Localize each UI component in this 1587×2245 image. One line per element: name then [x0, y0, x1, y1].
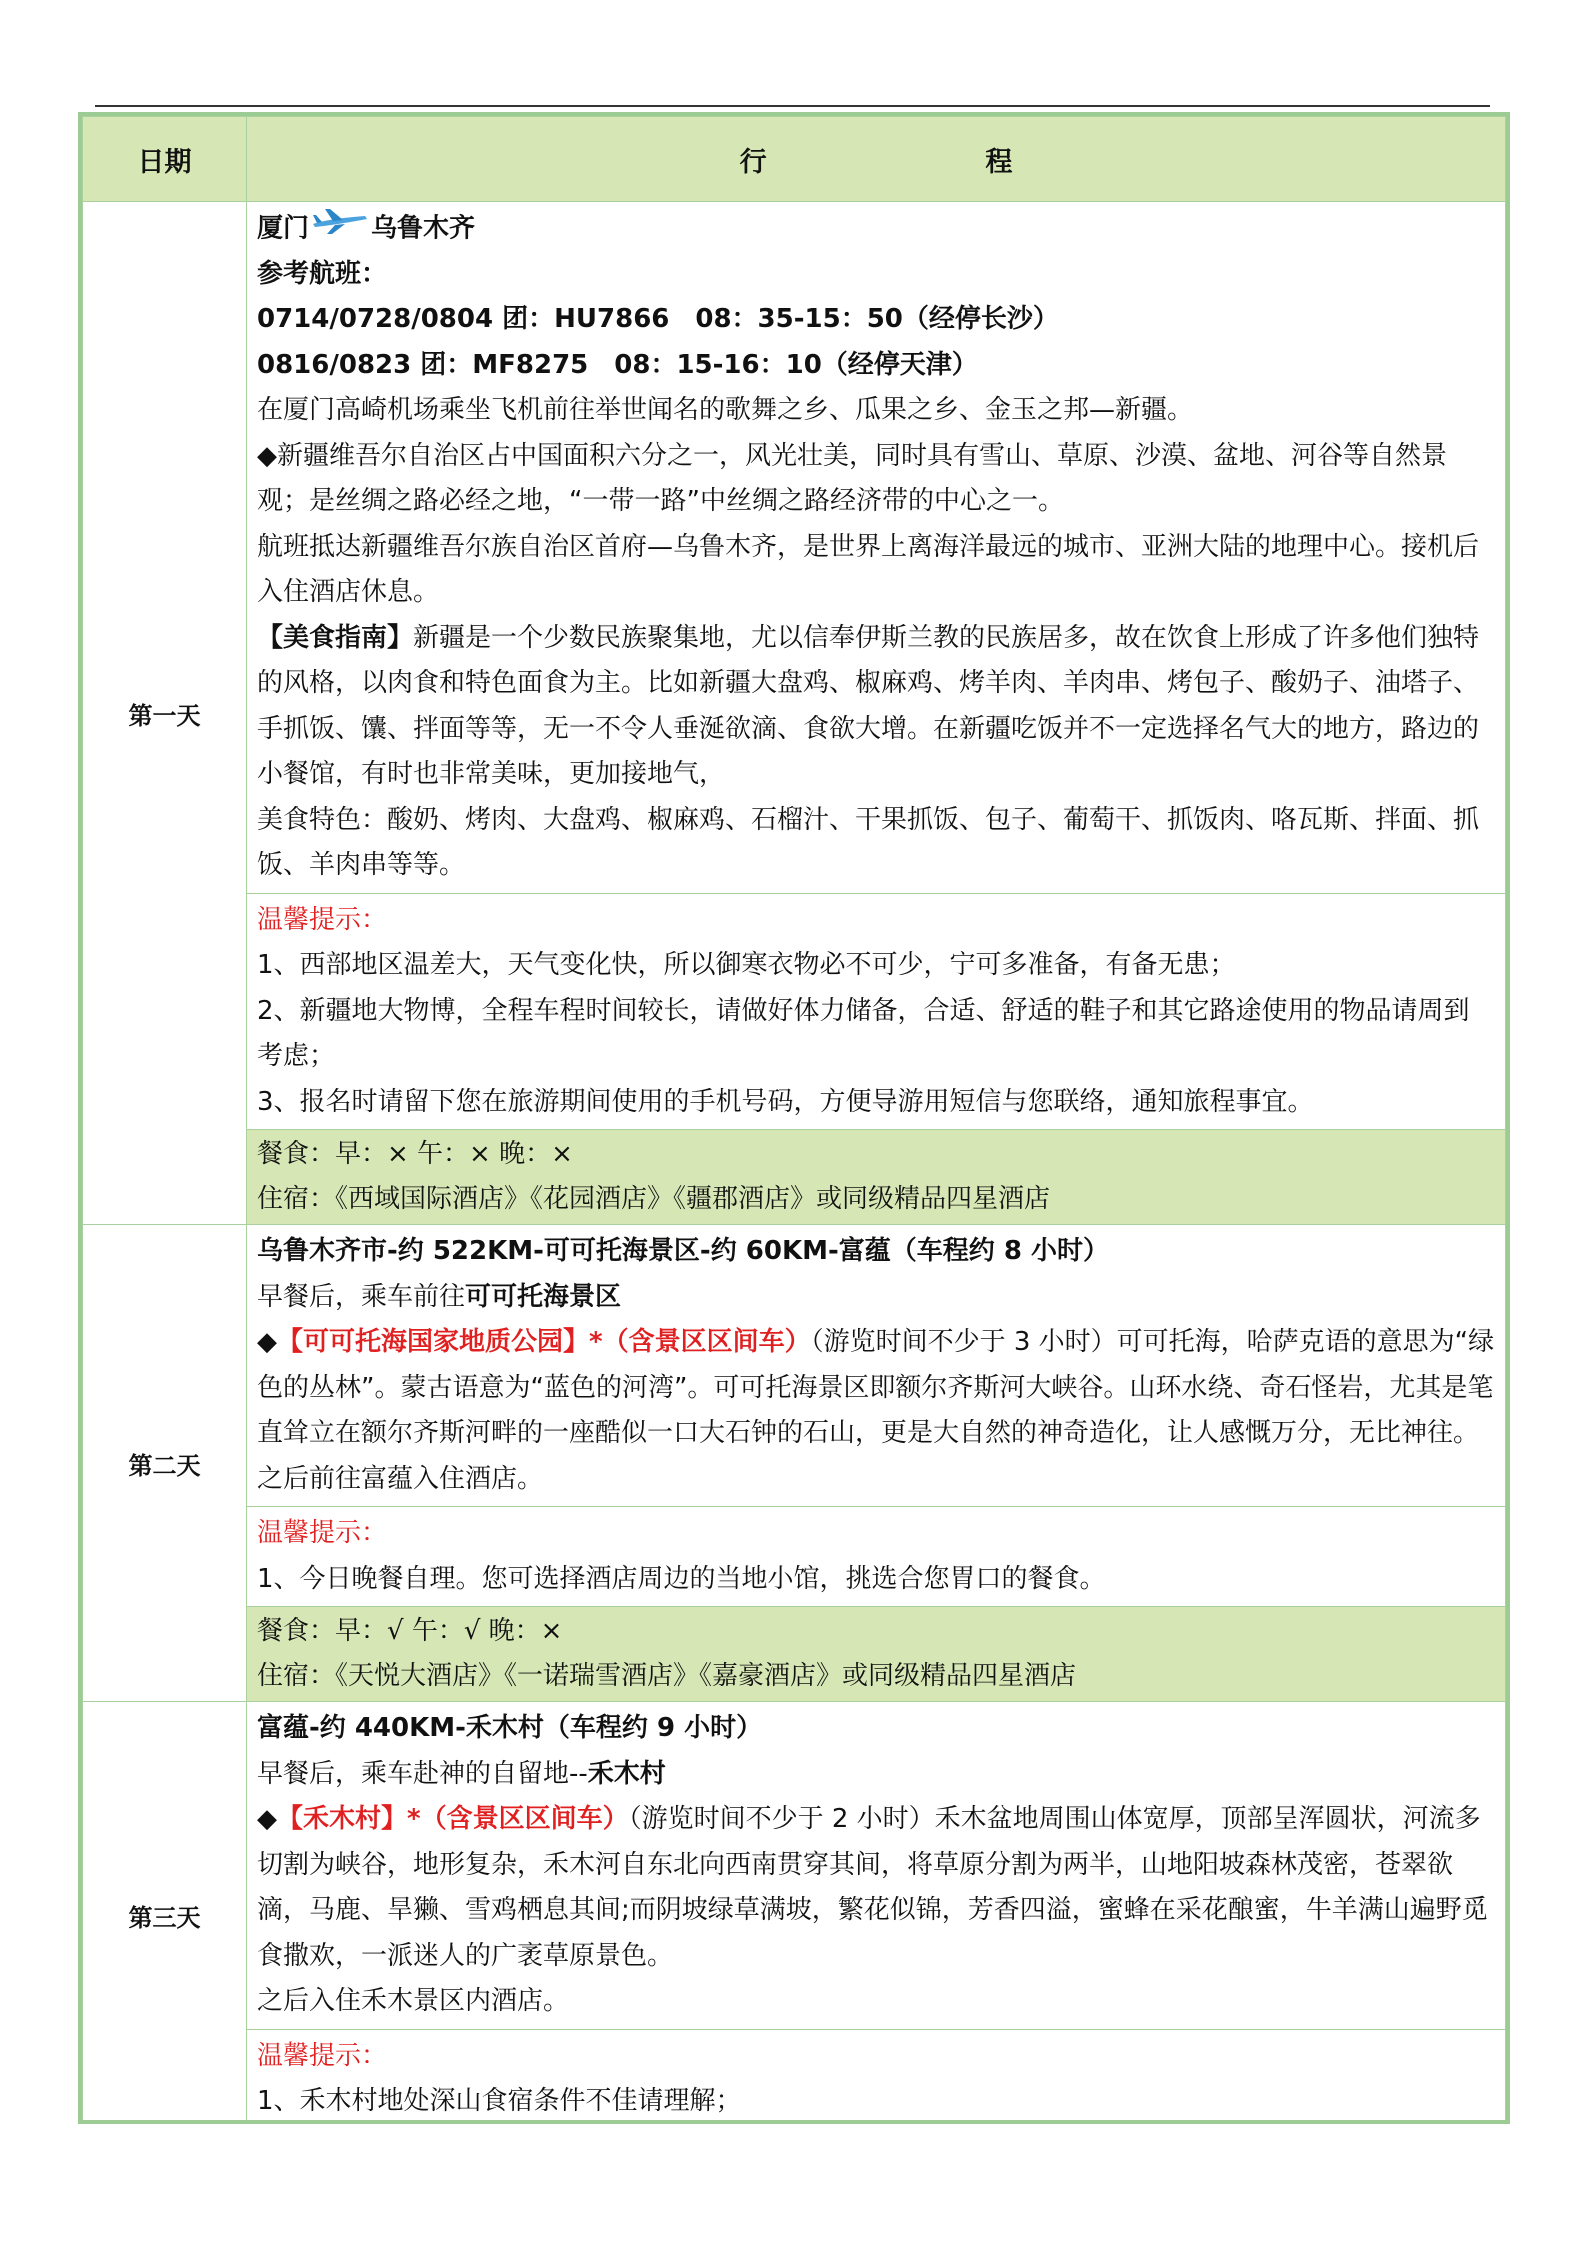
day2-itinerary	[247, 1225, 1506, 1507]
day2-tips-title: 温馨提示：	[257, 1518, 388, 1549]
day3-tips-title: 温馨提示：	[257, 2040, 388, 2071]
header-row	[83, 117, 1506, 202]
day1-tip-3: 3、报名时请留下您在旅游期间使用的手机号码，方便导游用短信与您联络，通知旅程事宜。	[257, 1086, 1314, 1117]
airplane-icon	[311, 206, 369, 252]
date-column-header: 日期	[83, 117, 247, 202]
itinerary-table-frame	[78, 112, 1510, 2124]
day1-route	[257, 206, 1495, 252]
day3-spot-desc	[257, 1797, 1495, 1979]
day1-food-text: 新疆是一个少数民族聚集地，尤以信奉伊斯兰教的民族居多，故在饮食上形成了许多他们独特的风格，以肉食和特色面食为主。比如新疆大盘鸡、椒麻鸡、烤羊肉、羊肉串、烤包子、酸奶子、油塔子、手抓饭、馕、拌面等等，无一不令人垂涎欲滴、食欲大增。在新疆吃饭并不一定选择名气大的地方，路边的小餐馆，有时也非常美味，更加接地气，	[257, 622, 1480, 790]
day1-hotel: 住宿：《西域国际酒店》《花园酒店》《疆郡酒店》或同级精品四星酒店	[257, 1184, 1051, 1215]
day1-food-guide	[257, 616, 1495, 798]
day2-tips	[247, 1507, 1506, 1607]
day2-bullet: ◆	[257, 1327, 277, 1358]
day1-paragraph-3: 航班抵达新疆维吾尔族自治区首府—乌鲁木齐，是世界上离海洋最远的城市、亚洲大陆的地理中心。接机后入住酒店休息。	[257, 531, 1480, 608]
day1-meal-row	[83, 1130, 1506, 1225]
itinerary-header-char-2: 程	[985, 146, 1013, 178]
day3-tip-1: 1、禾木村地处深山食宿条件不佳请理解；	[257, 2086, 742, 2117]
day2-paragraph-1	[257, 1275, 1495, 1321]
day3-label: 第三天	[83, 1702, 247, 2124]
day3-paragraph-2: 之后入住禾木景区内酒店。	[257, 1986, 570, 2017]
day1-route-from: 厦门	[257, 213, 310, 244]
day3-p1-spot: 禾木村	[587, 1758, 666, 1789]
day2-meals: 餐食：早：√ 午：√ 晚：×	[257, 1616, 563, 1647]
itinerary-table	[82, 116, 1506, 2124]
day3-tips	[247, 2029, 1506, 2124]
day1-tips	[247, 893, 1506, 1130]
day1-itinerary	[247, 202, 1506, 894]
day2-label: 第二天	[83, 1225, 247, 1702]
day3-bullet: ◆	[257, 1804, 277, 1835]
day1-tip-2: 2、新疆地大物博，全程车程时间较长，请做好体力储备，合适、舒适的鞋子和其它路途使用的物品请周到考虑；	[257, 995, 1470, 1072]
day1-meals: 餐食：早：× 午：× 晚：×	[257, 1139, 573, 1170]
day3-spot-text: （游览时间不少于 2 小时）禾木盆地周围山体宽厚，顶部呈浑圆状，河流多切割为峡谷，地形复杂，禾木河自东北向西南贯穿其间，将草原分割为两半，山地阳坡森林茂密，苍翠欲滴，马鹿、旱獭、雪鸡栖息其间;而阴坡绿草满坡，繁花似锦，芳香四溢，蜜蜂在采花酿蜜，牛羊满山遍野觅食撒欢，一派迷人的广袤草原景色。	[257, 1804, 1488, 1971]
day2-tips-row	[83, 1507, 1506, 1607]
day1-flight-2: 0816/0823 团：MF8275 08：15-16：10（经停天津）	[257, 349, 978, 380]
day2-p1-text: 早餐后，乘车前往	[257, 1281, 466, 1312]
day1-flight-1: 0714/0728/0804 团：HU7866 08：35-15：50（经停长沙）	[257, 304, 1059, 335]
day1-meal-hotel	[247, 1130, 1506, 1225]
day2-p1-spot: 可可托海景区	[465, 1281, 622, 1312]
day3-itinerary	[247, 1702, 1506, 2030]
day2-meal-row	[83, 1607, 1506, 1702]
day3-main-row	[83, 1702, 1506, 2030]
day1-tip-1: 1、西部地区温差大，天气变化快，所以御寒衣物必不可少，宁可多准备，有备无患；	[257, 950, 1236, 981]
day1-food-tag: 【美食指南】	[257, 622, 414, 653]
itinerary-header-char-1: 行	[739, 146, 767, 178]
day3-spot-name: 【禾木村】*（含景区区间车）	[277, 1804, 629, 1835]
day1-tips-row	[83, 893, 1506, 1130]
day2-hotel: 住宿：《天悦大酒店》《一诺瑞雪酒店》《嘉豪酒店》或同级精品四星酒店	[257, 1661, 1077, 1692]
day3-tips-row	[83, 2029, 1506, 2124]
day1-main-row	[83, 202, 1506, 894]
day1-tips-title: 温馨提示：	[257, 904, 388, 935]
day2-route: 乌鲁木齐市-约 522KM-可可托海景区-约 60KM-富蕴（车程约 8 小时）	[257, 1236, 1109, 1267]
day2-spot-text: （游览时间不少于 3 小时）可可托海，哈萨克语的意思为“绿色的丛林”。蒙古语意为“蓝色的河湾”。可可托海景区即额尔齐斯河大峡谷。山环水绕、奇石怪岩，尤其是笔直耸立在额尔齐斯河畔的一座酷似一口大石钟的石山，更是大自然的神奇造化，让人感慨万分，无比神往。	[257, 1327, 1495, 1449]
day2-main-row	[83, 1225, 1506, 1507]
day1-paragraph-2: ◆新疆维吾尔自治区占中国面积六分之一，风光壮美，同时具有雪山、草原、沙漠、盆地、河谷等自然景观；是丝绸之路必经之地，“一带一路”中丝绸之路经济带的中心之一。	[257, 440, 1447, 517]
day1-route-to: 乌鲁木齐	[371, 213, 476, 244]
day3-route: 富蕴-约 440KM-禾木村（车程约 9 小时）	[257, 1713, 763, 1744]
day2-spot-name: 【可可托海国家地质公园】*（含景区区间车）	[277, 1327, 811, 1358]
day2-spot-desc	[257, 1320, 1495, 1457]
day2-meal-hotel	[247, 1607, 1506, 1702]
itinerary-column-header	[247, 117, 1506, 202]
day1-label: 第一天	[83, 202, 247, 1225]
top-rule	[95, 105, 1490, 107]
day3-paragraph-1	[257, 1752, 1495, 1798]
day3-p1-text: 早餐后，乘车赴神的自留地--	[257, 1758, 588, 1789]
day2-tip-1: 1、今日晚餐自理。您可选择酒店周边的当地小馆，挑选合您胃口的餐食。	[257, 1563, 1106, 1594]
day2-paragraph-2: 之后前往富蕴入住酒店。	[257, 1463, 544, 1494]
day1-paragraph-1: 在厦门高崎机场乘坐飞机前往举世闻名的歌舞之乡、瓜果之乡、金玉之邦—新疆。	[257, 395, 1194, 426]
day1-flight-ref: 参考航班：	[257, 258, 388, 289]
day1-food-special: 美食特色：酸奶、烤肉、大盘鸡、椒麻鸡、石榴汁、干果抓饭、包子、葡萄干、抓饭肉、咯瓦斯、拌面、抓饭、羊肉串等等。	[257, 804, 1480, 881]
